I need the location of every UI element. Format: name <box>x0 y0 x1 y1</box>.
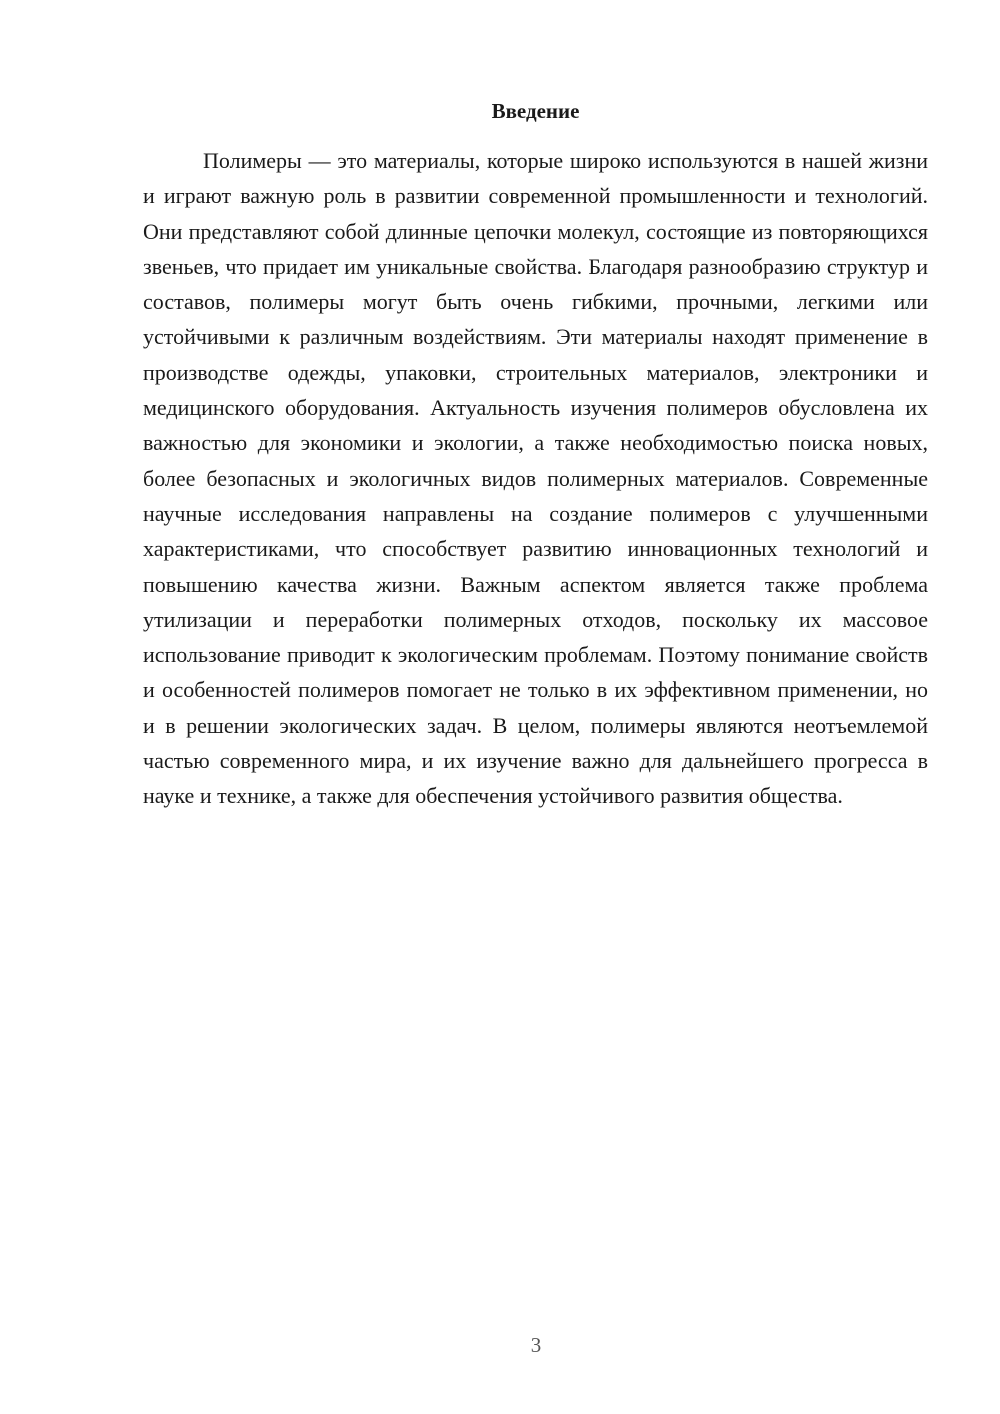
page-number: 3 <box>530 1333 542 1357</box>
section-title: Введение <box>491 99 580 123</box>
body-paragraph: Полимеры — это материалы, которые широко используются в нашей жизни и играют важную роль в развитии современной промышленности и технологий. Они представляют собой длинные цепочки молекул, состоящие из повторяющихся звеньев, что придает им уникальные свойства. Благодаря разнообразию структур и составов, полимеры могут быть очень гибкими, прочными, легкими или устойчивыми к различным воздействиям. Эти материалы находят применение в производстве одежды, упаковки, строительных материалов, электроники и медицинского оборудования. Актуальность изучения полимеров обусловлена их важностью для экономики и экологии, а также необходимостью поиска новых, более безопасных и экологичных видов полимерных материалов. Современные научные исследования направлены на создание полимеров с улучшенными характеристиками, что способствует развитию инновационных технологий и повышению качества жизни. Важным аспектом является также проблема утилизации и переработки полимерных отходов, поскольку их массовое использование приводит к экологическим проблемам. Поэтому понимание свойств и особенностей полимеров помогает не только в их эффективном применении, но и в решении экологических задач. В целом, полимеры являются неотъемлемой частью современного мира, и их изучение важно для дальнейшего прогресса в науке и технике, а также для обеспечения устойчивого развития общества. <box>143 148 928 809</box>
